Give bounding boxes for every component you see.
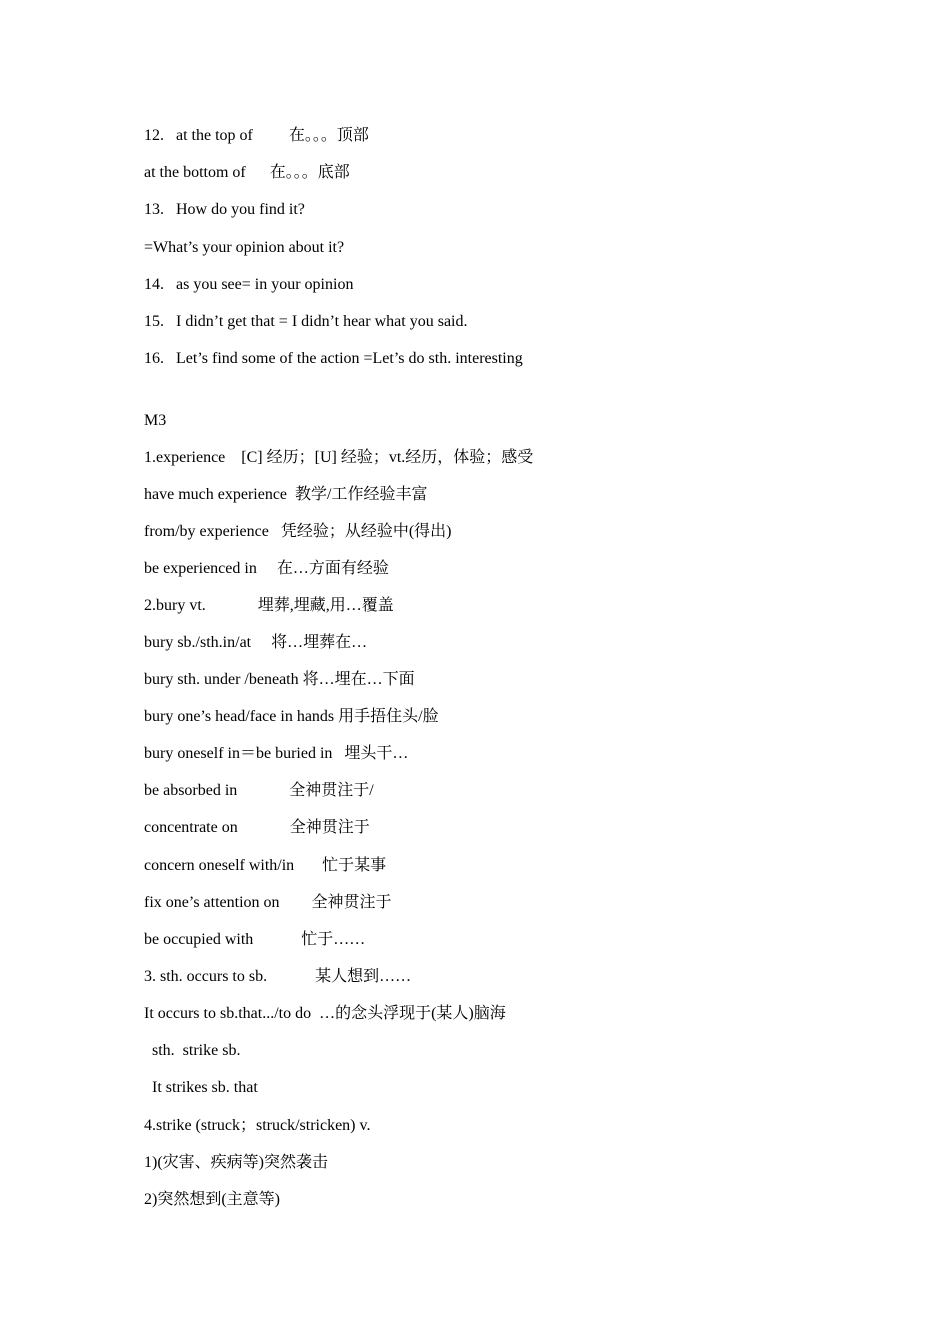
text-line: be absorbed in 全神贯注于/: [144, 782, 374, 799]
text-line: bury oneself in＝be buried in 埋头干…: [144, 745, 409, 762]
text-line: sth. strike sb.: [144, 1042, 241, 1059]
text-line: from/by experience 凭经验；从经验中(得出): [144, 523, 452, 540]
text-line: It strikes sb. that: [144, 1079, 258, 1096]
text-line: 2.bury vt. 埋葬,埋藏,用…覆盖: [144, 597, 394, 614]
text-line: It occurs to sb.that.../to do …的念头浮现于(某人)脑海: [144, 1005, 506, 1022]
text-line: 16. Let’s find some of the action =Let’s do sth. interesting: [144, 350, 523, 367]
text-line: 12. at the top of 在。。。顶部: [144, 127, 369, 144]
text-line: 14. as you see= in your opinion: [144, 276, 354, 293]
text-line: at the bottom of 在。。。底部: [144, 164, 350, 181]
text-line: 15. I didn’t get that = I didn’t hear what you said.: [144, 313, 468, 330]
text-line: 1)(灾害、疾病等)突然袭击: [144, 1154, 328, 1171]
text-line: bury one’s head/face in hands 用手捂住头/脸: [144, 708, 439, 725]
text-line: concern oneself with/in 忙于某事: [144, 857, 387, 874]
text-line: be occupied with 忙于……: [144, 931, 366, 948]
text-line: =What’s your opinion about it?: [144, 239, 345, 256]
text-line: 1.experience [C] 经历；[U] 经验；vt.经历，体验；感受: [144, 449, 534, 466]
text-line: be experienced in 在…方面有经验: [144, 560, 389, 577]
text-line: 3. sth. occurs to sb. 某人想到……: [144, 968, 412, 985]
text-line: bury sb./sth.in/at 将…埋葬在…: [144, 634, 368, 651]
text-line: 2)突然想到(主意等): [144, 1191, 280, 1208]
text-line: have much experience 教学/工作经验丰富: [144, 486, 428, 503]
text-line: fix one’s attention on 全神贯注于: [144, 894, 392, 911]
text-line: concentrate on 全神贯注于: [144, 819, 370, 836]
section-heading: M3: [144, 412, 167, 429]
text-line: 13. How do you find it?: [144, 201, 305, 218]
text-line: 4.strike (struck；struck/stricken) v.: [144, 1117, 371, 1134]
text-line: bury sth. under /beneath 将…埋在…下面: [144, 671, 415, 688]
